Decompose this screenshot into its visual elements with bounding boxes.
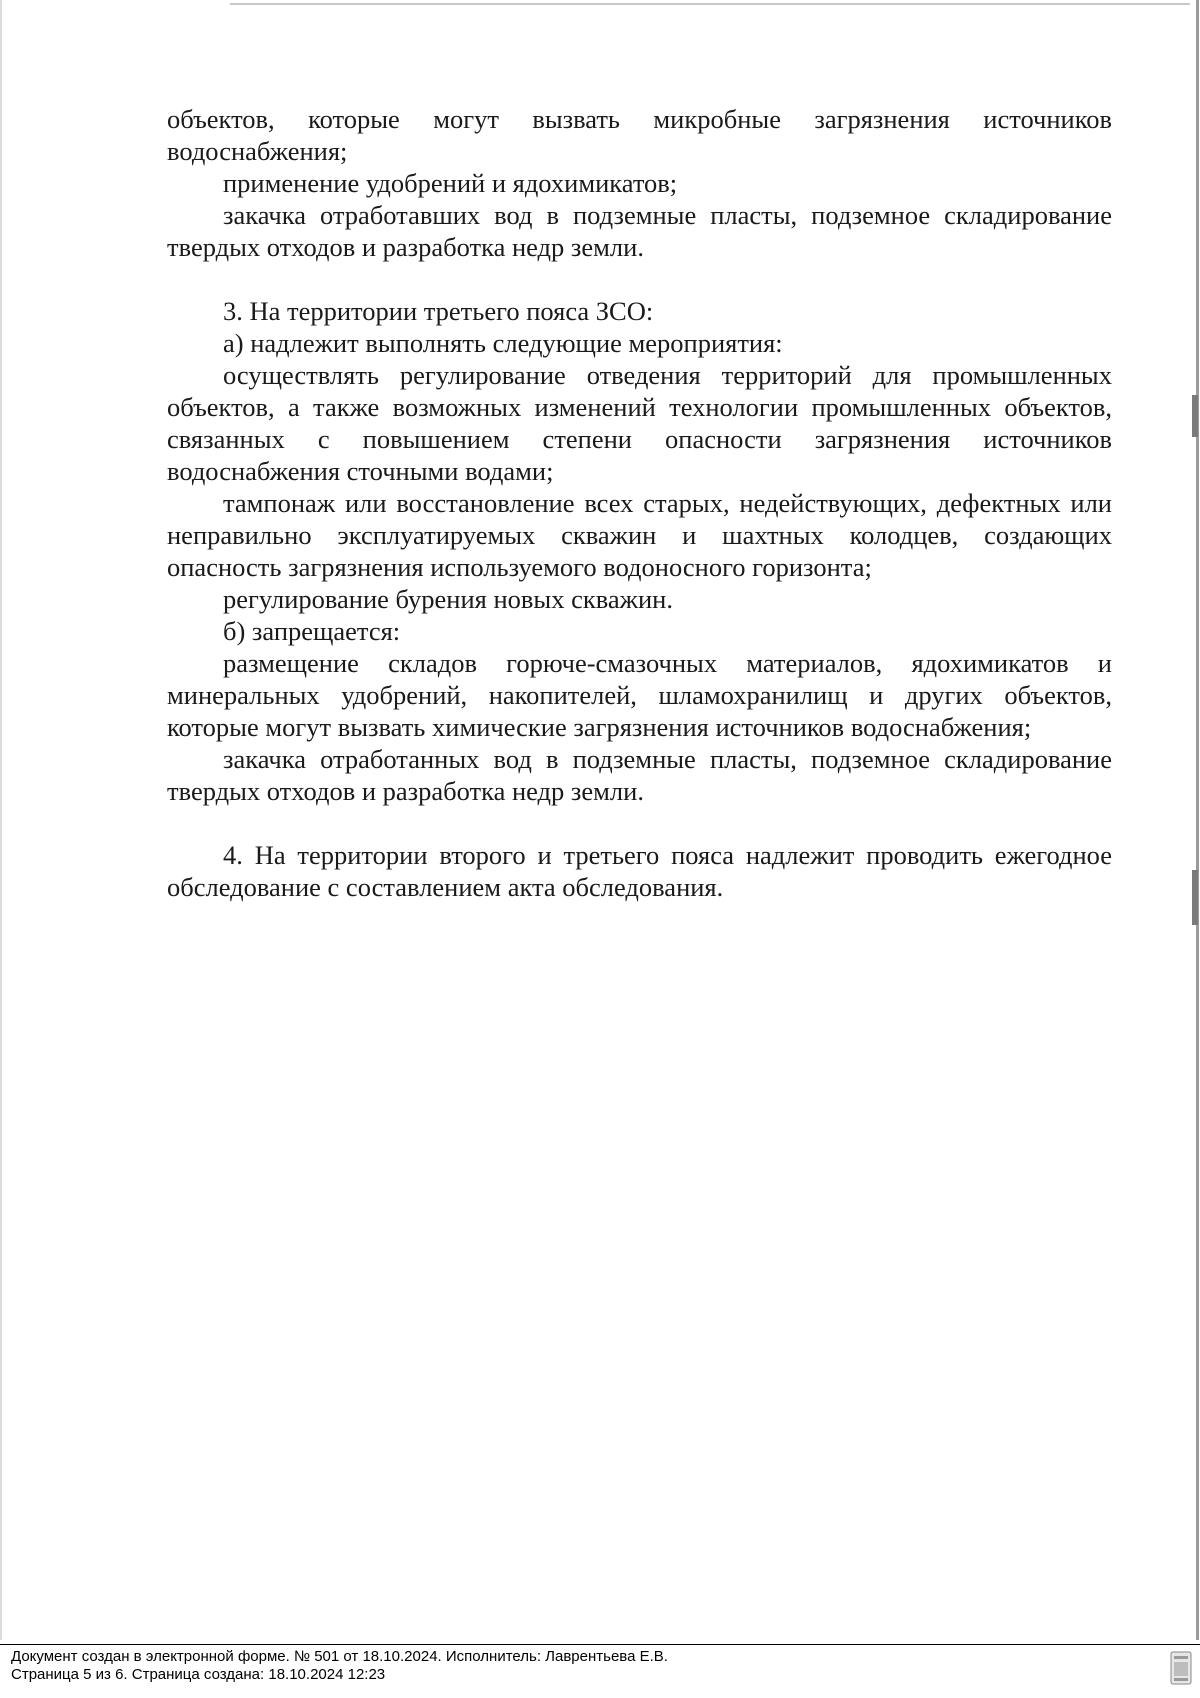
footer-divider [0, 1644, 1200, 1645]
paragraph-waste-injection-ban: закачка отработанных вод в подземные пласты, подземное складирование твердых отходов и разработка недр земли. [167, 744, 1112, 806]
document-stamp-icon [1170, 1650, 1192, 1686]
paragraph-continuation: объектов, которые могут вызвать микробные загрязнения источников водоснабжения; [167, 104, 1112, 166]
subsection-a-heading: а) надлежит выполнять следующие мероприятия: [223, 328, 783, 358]
footer-document-info: Документ создан в электронной форме. № 501 от 18.10.2024. Исполнитель: Лаврентьева Е.В. [11, 1648, 668, 1665]
scan-edge-mark [1192, 870, 1198, 925]
scan-right-edge [1196, 0, 1199, 1640]
paragraph-territory-regulation: осуществлять регулирование отведения территорий для промышленных объектов, а также возможных изменений технологии промышленных объектов, связанных с повышением степени опасности загрязнения источников водоснабжения сточными водами; [167, 360, 1112, 486]
paragraph-fertilizers: применение удобрений и ядохимикатов; [223, 168, 678, 198]
scan-edge-mark [1192, 395, 1198, 437]
paragraph-storage-ban: размещение складов горюче-смазочных материалов, ядохимикатов и минеральных удобрений, накопителей, шламохранилищ и других объектов, которые могут вызвать химические загрязнения источников водоснабжения; [167, 648, 1112, 742]
footer-page-info: Страница 5 из 6. Страница создана: 18.10.2024 12:23 [11, 1666, 386, 1683]
paragraph-well-plugging: тампонаж или восстановление всех старых, недействующих, дефектных или неправильно эксплуатируемых скважин и шахтных колодцев, создающих опасность загрязнения используемого водоносного горизонта; [167, 488, 1112, 582]
subsection-b-heading: б) запрещается: [223, 616, 401, 646]
document-body [167, 103, 1112, 903]
paragraph-waste-injection: закачка отработавших вод в подземные пласты, подземное складирование твердых отходов и разработка недр земли. [167, 200, 1112, 262]
scan-top-edge [230, 3, 1190, 5]
paragraph-drilling-regulation: регулирование бурения новых скважин. [223, 584, 673, 614]
footer [11, 1648, 668, 1684]
section-3-heading: 3. На территории третьего пояса ЗСО: [223, 296, 654, 326]
scan-left-edge [0, 0, 2, 1640]
section-4-paragraph: 4. На территории второго и третьего пояса надлежит проводить ежегодное обследование с составлением акта обследования. [167, 840, 1112, 902]
